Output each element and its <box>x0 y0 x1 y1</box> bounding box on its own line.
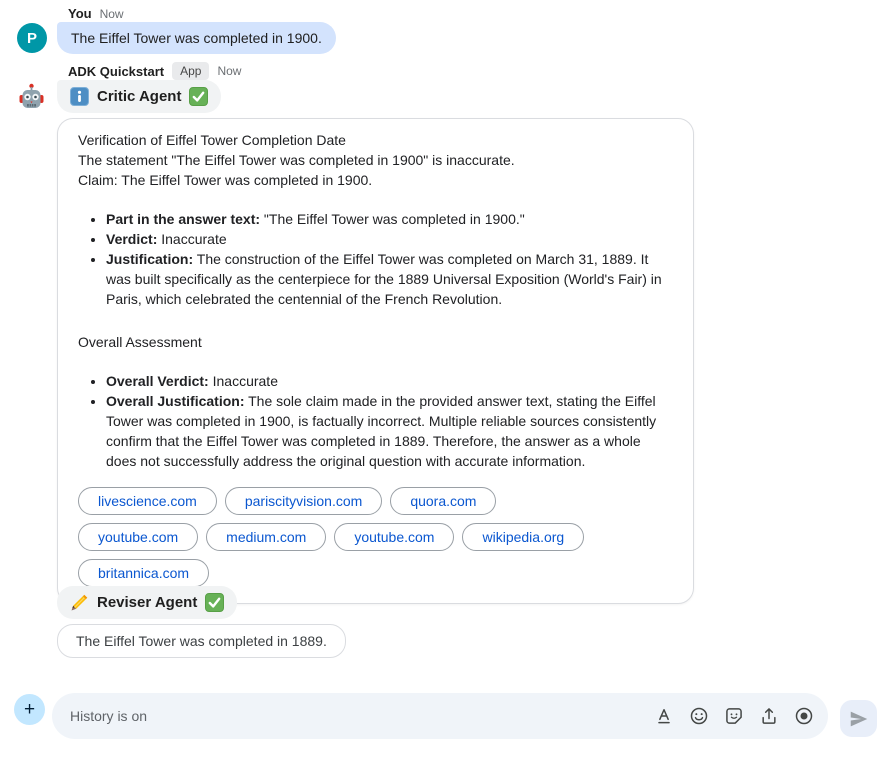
emoji-button[interactable] <box>687 704 711 728</box>
upload-icon <box>759 706 779 726</box>
avatar-letter: P <box>26 29 37 47</box>
source-chip-livescience[interactable]: livescience.com <box>78 487 217 515</box>
reviser-agent-title: Reviser Agent <box>97 594 198 611</box>
avatar[interactable] <box>17 23 47 53</box>
critic-agent-header <box>57 80 221 113</box>
source-chip-youtube-1[interactable]: youtube.com <box>78 523 198 551</box>
check-icon <box>205 593 224 612</box>
send-button[interactable] <box>840 700 877 737</box>
user-message-header <box>68 6 124 21</box>
card-statement: The statement "The Eiffel Tower was completed in 1900" is inaccurate. <box>78 152 515 168</box>
source-chip-quora[interactable]: quora.com <box>390 487 496 515</box>
text-format-icon <box>654 706 674 726</box>
overall-assessment-title: Overall Assessment <box>78 334 202 350</box>
bullet-part-in-answer: • Part in the answer text: "The Eiffel Tower was completed in 1900." <box>106 209 673 229</box>
chip-row <box>78 487 673 515</box>
bullet-overall-verdict: • Overall Verdict: Inaccurate <box>106 371 673 391</box>
source-chip-pariscityvision[interactable]: pariscityvision.com <box>225 487 382 515</box>
sticker-icon <box>724 706 744 726</box>
pencil-icon <box>70 593 89 612</box>
source-chip-youtube-2[interactable]: youtube.com <box>334 523 454 551</box>
sticker-button[interactable] <box>722 704 746 728</box>
card-claim: Claim: The Eiffel Tower was completed in 1900. <box>78 172 373 188</box>
bot-sender-name: ADK Quickstart <box>68 63 165 79</box>
reviser-message-bubble: The Eiffel Tower was completed in 1889. <box>57 624 346 658</box>
message-composer[interactable] <box>52 693 828 739</box>
upload-button[interactable] <box>757 704 781 728</box>
robot-icon <box>16 81 47 112</box>
bullet-justification: • Justification: The construction of the Eiffel Tower was completed on March 31, 1889. It was built specifically as the centerpiece for the 1889 Universal Exposition (World's Fair) in Paris, which celebrated the centennial of the French Revolution. <box>106 249 673 309</box>
record-button[interactable] <box>792 704 816 728</box>
app-badge: App <box>172 62 209 80</box>
add-button[interactable]: + <box>14 694 45 725</box>
info-icon <box>70 87 89 106</box>
claim-bullet-list <box>78 209 673 309</box>
user-sender-name: You <box>68 6 92 21</box>
card-title: Verification of Eiffel Tower Completion Date <box>78 132 346 148</box>
bot-message-header <box>68 62 241 80</box>
send-icon <box>848 708 870 730</box>
composer-icon-bar <box>652 704 816 728</box>
overall-bullet-list <box>78 371 673 471</box>
chip-row <box>78 559 673 587</box>
critic-agent-title: Critic Agent <box>97 88 182 105</box>
bot-message-time: Now <box>217 64 242 78</box>
source-chip-medium[interactable]: medium.com <box>206 523 326 551</box>
user-message-bubble: The Eiffel Tower was completed in 1900. <box>57 22 336 54</box>
source-chips <box>78 487 673 587</box>
text-format-button[interactable] <box>652 704 676 728</box>
check-icon <box>189 87 208 106</box>
emoji-icon <box>689 706 709 726</box>
source-chip-wikipedia[interactable]: wikipedia.org <box>462 523 584 551</box>
reviser-agent-header <box>57 586 237 619</box>
bullet-verdict: • Verdict: Inaccurate <box>106 229 673 249</box>
user-message-time: Now <box>99 6 124 21</box>
record-icon <box>794 706 814 726</box>
robot-avatar[interactable] <box>16 81 47 112</box>
chip-row <box>78 523 673 551</box>
critic-result-card <box>57 118 694 604</box>
bullet-overall-justification: • Overall Justification: The sole claim made in the provided answer text, stating the Eiffel Tower was completed in 1900, is factually incorrect. Multiple reliable sources consistently confirm that the Eiffel Tower was completed in 1889. Therefore, the answer as a whole does not successfully address the original question with accurate information. <box>106 391 673 471</box>
source-chip-britannica[interactable]: britannica.com <box>78 559 209 587</box>
message-input[interactable] <box>70 708 652 724</box>
